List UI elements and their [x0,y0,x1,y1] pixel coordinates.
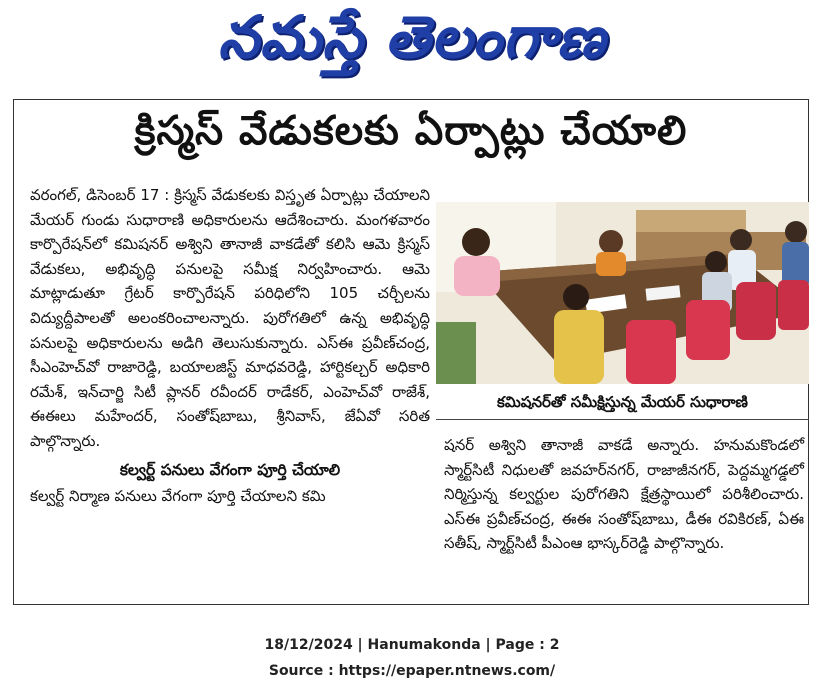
article-headline [14,100,808,172]
footer-source: Source : https://epaper.ntnews.com/ [268,663,556,679]
page-footer [0,632,824,684]
article-subheading: కల్వర్ట్ పనులు వేగంగా పూర్తి చేయాలి [119,460,341,479]
photo-caption [436,388,809,420]
article-paragraph-2: కల్వర్ట్ నిర్మాణ పనులు వేగంగా పూర్తి చేయాలని కమి [30,487,326,506]
masthead-title: నమస్తే తెలంగాణ [218,2,606,71]
footer-date-page: 18/12/2024 | Hanumakonda | Page : 2 [264,637,560,653]
meeting-photo [436,202,809,384]
article-paragraph-3: షనర్ అశ్విని తానాజీ వాకడే అన్నారు. హనుమకొండలో స్మార్ట్‌సిటీ నిధులతో జవహర్‌నగర్, రాజాజీనగర్, పెద్దమ్మగడ్డలో నిర్మిస్తున్న కల్వర్టుల పురోగతిని క్షేత్రస్థాయిలో పరిశీలించారు. ఎస్ఈ ప్రవీణ్‌చంద్ర, ఈఈ సంతోష్‌బాబు, డీఈ రవికిరణ్, ఏఈ సతీష్, స్మార్ట్‌సిటీ పీఎంఆ భాస్కర్‌రెడ్డి పాల్గొన్నారు. [444,436,804,553]
article-paragraph-1: వరంగల్, డిసెంబర్ 17 : క్రిస్మస్ వేడుకలకు విస్తృత ఏర్పాట్లు చేయాలని మేయర్ గుండు సుధారాణి అధికారులను ఆదేశించారు. మంగళవారం కార్పొరేషన్‌లో కమిషనర్ అశ్విని తానాజీ వాకడేతో కలిసి ఆమె క్రిస్మస్ వేడుకలు, అభివృద్ధి పనులపై సమీక్ష నిర్వహించారు. ఆమె మాట్లాడుతూ గ్రేటర్ కార్పొరేషన్ పరిధిలోని 105 చర్చీలను విద్యుద్దీపాలతో అలంకరించాలన్నారు. పురోగతిలో ఉన్న అభివృద్ధి పనులపై అధికారులను అడిగి తెలుసుకున్నారు. ఎస్ఈ ప్రవీణ్‌చంద్ర, సీఎంహెచ్‌వో రాజారెడ్డి, బయాలజిస్ట్ మాధవరెడ్డి, హార్టికల్చర్ అధికారి రమేశ్, ఇన్‌చార్జి సిటీ ప్లానర్ రవీందర్ రాడేకర్, ఎంహెచ్‌వో రాజేశ్, ఈఈలు మహేందర్, సంతోష్‌బాబు, శ్రీనివాస్, జేఏవో సరిత పాల్గొన్నారు. [30,186,430,450]
article-left-column [30,183,430,509]
article-right-column [444,433,804,556]
headline-text: క్రిస్మస్ వేడుకలకు ఏర్పాట్లు చేయాలి [134,108,688,154]
photo-caption-text: కమిషనర్‌తో సమీక్షిస్తున్న మేయర్ సుధారాణి [497,392,748,411]
newspaper-masthead [0,0,824,88]
